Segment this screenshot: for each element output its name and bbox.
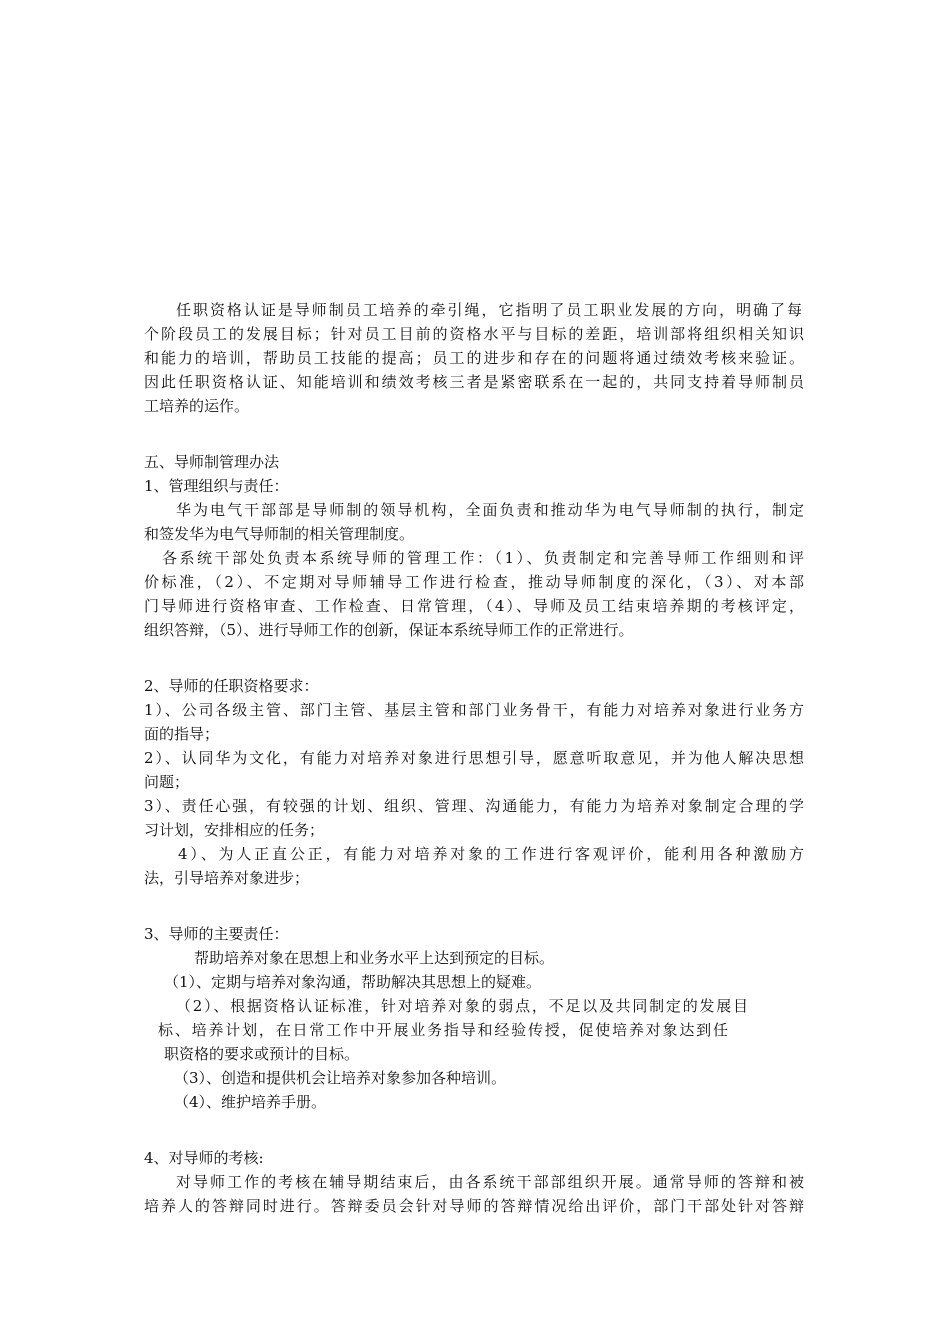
text-line: 习计划，安排相应的任务； [144, 821, 325, 839]
text-line: 面的指导； [144, 725, 220, 743]
text-line: 培养人的答辩同时进行。答辩委员会针对导师的答辩情况给出评价，部门干部处针对答辩 [144, 1197, 804, 1215]
text-line: 因此任职资格认证、知能培训和绩效考核三者是紧密联系在一起的，共同支持着导师制员 [144, 373, 804, 391]
list-item: （1）、定期与培养对象沟通，帮助解决其思想上的疑难。 [164, 973, 542, 991]
text-line: 和能力的培训，帮助员工技能的提高；员工的进步和存在的问题将通过绩效考核来验证。 [144, 349, 804, 367]
list-item: 3）、责任心强，有较强的计划、组织、管理、沟通能力，有能力为培养对象制定合理的学 [144, 797, 804, 815]
text-line: 华为电气干部部是导师制的领导机构，全面负责和推动华为电气导师制的执行，制定 [176, 501, 804, 519]
text-line: 个阶段员工的发展目标；针对员工目前的资格水平与目标的差距，培训部将组织相关知识 [144, 325, 804, 343]
text-line: 任职资格认证是导师制员工培养的牵引绳，它指明了员工职业发展的方向，明确了每 [176, 301, 802, 319]
subsection-heading: 2、导师的任职资格要求： [144, 677, 319, 695]
text-line: 法，引导培养对象进步； [144, 869, 310, 887]
text-line: 价标准，（2）、不定期对导师辅导工作进行检查，推动导师制度的深化，（3）、对本部 [144, 573, 804, 591]
text-line: 帮助培养对象在思想上和业务水平上达到预定的目标。 [194, 949, 555, 967]
list-item: 1）、公司各级主管、部门主管、基层主管和部门业务骨干，有能力对培养对象进行业务方 [144, 701, 804, 719]
subsection-heading: 1、管理组织与责任： [144, 477, 289, 495]
subsection-heading: 3、导师的主要责任： [144, 925, 289, 943]
text-line: 问题； [144, 773, 190, 791]
list-item: 4）、为人正直公正，有能力对培养对象的工作进行客观评价，能利用各种激励方 [178, 845, 804, 863]
section-heading: 五、导师制管理办法 [144, 453, 280, 471]
text-line: 工培养的运作。 [144, 397, 250, 415]
text-line: 标、培养计划，在日常工作中开展业务指导和经验传授，促使培养对象达到任 [158, 1021, 728, 1039]
list-item: （4）、维护培养手册。 [174, 1093, 327, 1111]
text-line: 职资格的要求或预计的目标。 [164, 1045, 360, 1063]
text-line: 对导师工作的考核在辅导期结束后，由各系统干部部组织开展。通常导师的答辩和被 [176, 1173, 804, 1191]
text-line: 门导师进行资格审查、工作检查、日常管理，（4）、导师及员工结束培养期的考核评定， [144, 597, 804, 615]
list-item: 2）、认同华为文化，有能力对培养对象进行思想引导，愿意听取意见，并为他人解决思想 [144, 749, 804, 767]
text-line: 组织答辩，（5）、进行导师工作的创新，保证本系统导师工作的正常进行。 [144, 621, 634, 639]
subsection-heading: 4、对导师的考核: [144, 1149, 264, 1167]
text-line: 各系统干部处负责本系统导师的管理工作：（1）、负责制定和完善导师工作细则和评 [162, 549, 804, 567]
list-item: （3）、创造和提供机会让培养对象参加各种培训。 [174, 1069, 507, 1087]
list-item: （2）、根据资格认证标准，针对培养对象的弱点，不足以及共同制定的发展目 [176, 997, 748, 1015]
text-line: 和签发华为电气导师制的相关管理制度。 [144, 525, 415, 543]
